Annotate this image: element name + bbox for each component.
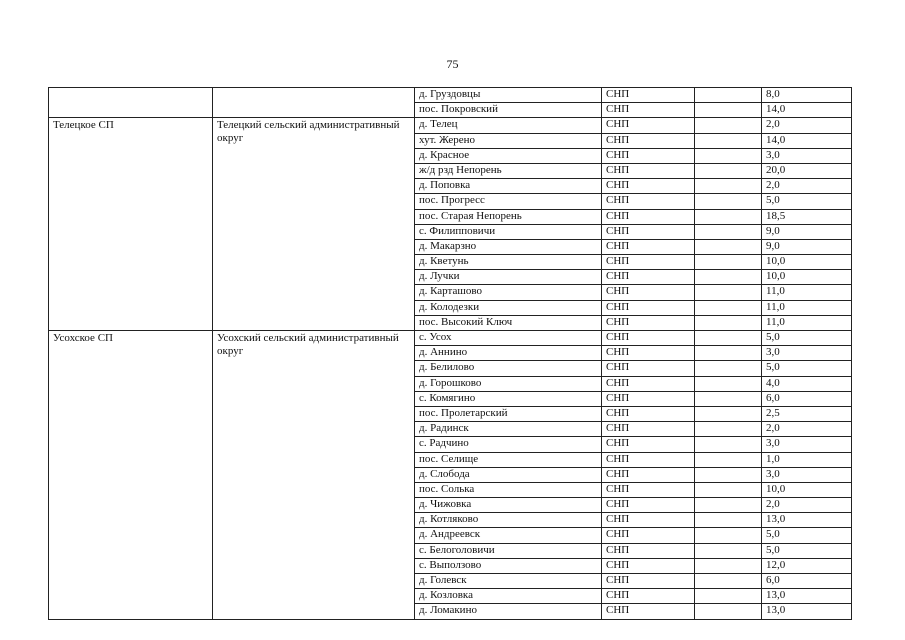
extra-cell (695, 270, 762, 285)
extra-cell (695, 103, 762, 118)
value-cell: 2,0 (762, 422, 852, 437)
value-cell: 10,0 (762, 270, 852, 285)
type-cell: СНП (602, 452, 695, 467)
value-cell: 6,0 (762, 391, 852, 406)
value-cell: 13,0 (762, 513, 852, 528)
type-cell: СНП (602, 604, 695, 619)
extra-cell (695, 482, 762, 497)
settlement-cell: пос. Высокий Ключ (415, 315, 602, 330)
extra-cell (695, 452, 762, 467)
type-cell: СНП (602, 209, 695, 224)
value-cell: 2,5 (762, 406, 852, 421)
admin-district-cell: Телецкий сельский административный округ (213, 118, 415, 331)
type-cell: СНП (602, 589, 695, 604)
admin-district-cell (213, 88, 415, 118)
settlement-cell: пос. Пролетарский (415, 406, 602, 421)
extra-cell (695, 194, 762, 209)
type-cell: СНП (602, 163, 695, 178)
extra-cell (695, 528, 762, 543)
extra-cell (695, 346, 762, 361)
value-cell: 10,0 (762, 255, 852, 270)
value-cell: 5,0 (762, 528, 852, 543)
type-cell: СНП (602, 133, 695, 148)
table-row (49, 88, 852, 103)
settlement-cell: д. Карташово (415, 285, 602, 300)
value-cell: 14,0 (762, 133, 852, 148)
extra-cell (695, 543, 762, 558)
extra-cell (695, 437, 762, 452)
type-cell: СНП (602, 558, 695, 573)
type-cell: СНП (602, 103, 695, 118)
value-cell: 6,0 (762, 574, 852, 589)
type-cell: СНП (602, 391, 695, 406)
type-cell: СНП (602, 179, 695, 194)
type-cell: СНП (602, 331, 695, 346)
settlements-table (48, 87, 852, 620)
extra-cell (695, 88, 762, 103)
value-cell: 3,0 (762, 467, 852, 482)
settlement-cell: д. Кветунь (415, 255, 602, 270)
settlement-cell: д. Горошково (415, 376, 602, 391)
type-cell: СНП (602, 543, 695, 558)
extra-cell (695, 133, 762, 148)
extra-cell (695, 361, 762, 376)
type-cell: СНП (602, 270, 695, 285)
extra-cell (695, 179, 762, 194)
value-cell: 3,0 (762, 346, 852, 361)
settlement-cell: д. Чижовка (415, 498, 602, 513)
value-cell: 9,0 (762, 239, 852, 254)
value-cell: 9,0 (762, 224, 852, 239)
municipality-cell (49, 88, 213, 118)
type-cell: СНП (602, 467, 695, 482)
page-number: 75 (446, 57, 459, 71)
settlement-cell: д. Котляково (415, 513, 602, 528)
settlement-cell: д. Поповка (415, 179, 602, 194)
type-cell: СНП (602, 482, 695, 497)
value-cell: 8,0 (762, 88, 852, 103)
type-cell: СНП (602, 118, 695, 133)
extra-cell (695, 255, 762, 270)
settlement-cell: д. Радинск (415, 422, 602, 437)
settlement-cell: с. Усох (415, 331, 602, 346)
value-cell: 2,0 (762, 498, 852, 513)
type-cell: СНП (602, 300, 695, 315)
value-cell: 1,0 (762, 452, 852, 467)
value-cell: 3,0 (762, 148, 852, 163)
value-cell: 5,0 (762, 361, 852, 376)
extra-cell (695, 467, 762, 482)
settlement-cell: д. Андреевск (415, 528, 602, 543)
type-cell: СНП (602, 239, 695, 254)
settlement-cell: д. Красное (415, 148, 602, 163)
settlement-cell: д. Белилово (415, 361, 602, 376)
value-cell: 13,0 (762, 604, 852, 619)
settlement-cell: с. Белоголовичи (415, 543, 602, 558)
value-cell: 3,0 (762, 437, 852, 452)
value-cell: 20,0 (762, 163, 852, 178)
settlement-cell: пос. Прогресс (415, 194, 602, 209)
settlement-cell: д. Телец (415, 118, 602, 133)
settlement-cell: д. Аннино (415, 346, 602, 361)
extra-cell (695, 315, 762, 330)
type-cell: СНП (602, 285, 695, 300)
extra-cell (695, 513, 762, 528)
type-cell: СНП (602, 224, 695, 239)
admin-district-cell: Усохский сельский административный округ (213, 331, 415, 620)
type-cell: СНП (602, 346, 695, 361)
value-cell: 13,0 (762, 589, 852, 604)
settlement-cell: пос. Селище (415, 452, 602, 467)
settlement-cell: с. Выползово (415, 558, 602, 573)
extra-cell (695, 163, 762, 178)
settlement-cell: д. Груздовцы (415, 88, 602, 103)
extra-cell (695, 589, 762, 604)
type-cell: СНП (602, 513, 695, 528)
extra-cell (695, 209, 762, 224)
settlement-cell: д. Ломакино (415, 604, 602, 619)
value-cell: 11,0 (762, 285, 852, 300)
value-cell: 10,0 (762, 482, 852, 497)
table-body (49, 88, 852, 620)
extra-cell (695, 300, 762, 315)
settlement-cell: пос. Покровский (415, 103, 602, 118)
value-cell: 18,5 (762, 209, 852, 224)
value-cell: 5,0 (762, 331, 852, 346)
value-cell: 14,0 (762, 103, 852, 118)
extra-cell (695, 118, 762, 133)
extra-cell (695, 558, 762, 573)
settlement-cell: д. Козловка (415, 589, 602, 604)
extra-cell (695, 391, 762, 406)
type-cell: СНП (602, 148, 695, 163)
type-cell: СНП (602, 406, 695, 421)
type-cell: СНП (602, 361, 695, 376)
settlement-cell: д. Голевск (415, 574, 602, 589)
value-cell: 4,0 (762, 376, 852, 391)
settlement-cell: пос. Солька (415, 482, 602, 497)
value-cell: 12,0 (762, 558, 852, 573)
value-cell: 2,0 (762, 179, 852, 194)
type-cell: СНП (602, 376, 695, 391)
municipality-cell: Усохское СП (49, 331, 213, 620)
extra-cell (695, 148, 762, 163)
settlement-cell: с. Комягино (415, 391, 602, 406)
extra-cell (695, 239, 762, 254)
settlement-cell: д. Слобода (415, 467, 602, 482)
settlement-cell: хут. Жерено (415, 133, 602, 148)
extra-cell (695, 574, 762, 589)
type-cell: СНП (602, 437, 695, 452)
type-cell: СНП (602, 498, 695, 513)
extra-cell (695, 422, 762, 437)
settlement-cell: д. Макарзно (415, 239, 602, 254)
type-cell: СНП (602, 255, 695, 270)
value-cell: 11,0 (762, 315, 852, 330)
value-cell: 11,0 (762, 300, 852, 315)
extra-cell (695, 604, 762, 619)
type-cell: СНП (602, 574, 695, 589)
settlement-cell: ж/д рзд Непорень (415, 163, 602, 178)
type-cell: СНП (602, 315, 695, 330)
extra-cell (695, 224, 762, 239)
settlement-cell: пос. Старая Непорень (415, 209, 602, 224)
extra-cell (695, 285, 762, 300)
settlement-cell: с. Радчино (415, 437, 602, 452)
type-cell: СНП (602, 422, 695, 437)
extra-cell (695, 498, 762, 513)
extra-cell (695, 376, 762, 391)
settlement-cell: д. Лучки (415, 270, 602, 285)
type-cell: СНП (602, 88, 695, 103)
settlement-cell: с. Филипповичи (415, 224, 602, 239)
value-cell: 5,0 (762, 194, 852, 209)
extra-cell (695, 406, 762, 421)
settlement-cell: д. Колодезки (415, 300, 602, 315)
table-row (49, 331, 852, 346)
type-cell: СНП (602, 528, 695, 543)
extra-cell (695, 331, 762, 346)
type-cell: СНП (602, 194, 695, 209)
municipality-cell: Телецкое СП (49, 118, 213, 331)
table-row (49, 118, 852, 133)
value-cell: 5,0 (762, 543, 852, 558)
value-cell: 2,0 (762, 118, 852, 133)
